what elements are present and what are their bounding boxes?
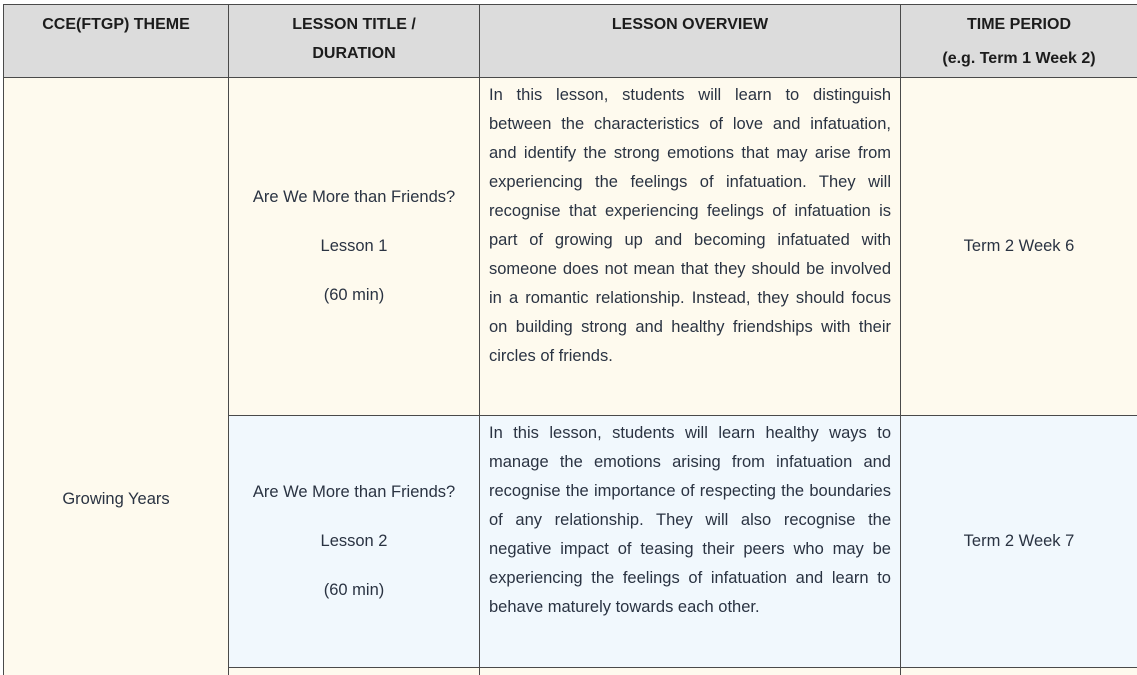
- header-lesson-title: LESSON TITLE / DURATION: [229, 5, 480, 78]
- lesson-title-cell: [229, 416, 480, 668]
- partial-cell: [901, 668, 1137, 675]
- partial-cell: [480, 668, 901, 675]
- lesson-number: Lesson 1: [320, 237, 388, 255]
- lesson-duration: (60 min): [323, 581, 385, 599]
- lesson-plan-table-container: [3, 4, 1137, 675]
- header-time-period: TIME PERIOD (e.g. Term 1 Week 2): [901, 5, 1137, 78]
- partial-cell: [229, 668, 480, 675]
- lesson-title-cell: [229, 78, 480, 416]
- lesson-title: Are We More than Friends?: [252, 483, 456, 501]
- lesson-plan-table: [3, 4, 1137, 675]
- lesson-number: Lesson 2: [320, 532, 388, 550]
- theme-cell: Growing Years: [4, 78, 229, 675]
- lesson-overview-cell: In this lesson, students will learn to distinguish between the characteristics of love and infatuation, and identify the strong emotions that may arise from experiencing the feelings of infatuation. They will recognise that experiencing feelings of infatuation is part of growing up and becoming infatuated with someone does not mean that they should be involved in a romantic relationship. Instead, they should focus on building strong and healthy friendships with their circles of friends.: [480, 78, 901, 416]
- table-row: [4, 78, 1137, 416]
- time-period-cell: Term 2 Week 7: [901, 416, 1137, 668]
- lesson-overview-cell: In this lesson, students will learn healthy ways to manage the emotions arising from infatuation and recognise the importance of respecting the boundaries of any relationship. They will also recognise the negative impact of teasing their peers who may be experiencing the feelings of infatuation and learn to behave maturely towards each other.: [480, 416, 901, 668]
- header-row: [4, 5, 1137, 78]
- lesson-title: Are We More than Friends?: [252, 188, 456, 206]
- lesson-duration: (60 min): [323, 286, 385, 304]
- header-lesson-overview: LESSON OVERVIEW: [480, 5, 901, 78]
- header-theme: CCE(FTGP) THEME: [4, 5, 229, 78]
- time-period-cell: Term 2 Week 6: [901, 78, 1137, 416]
